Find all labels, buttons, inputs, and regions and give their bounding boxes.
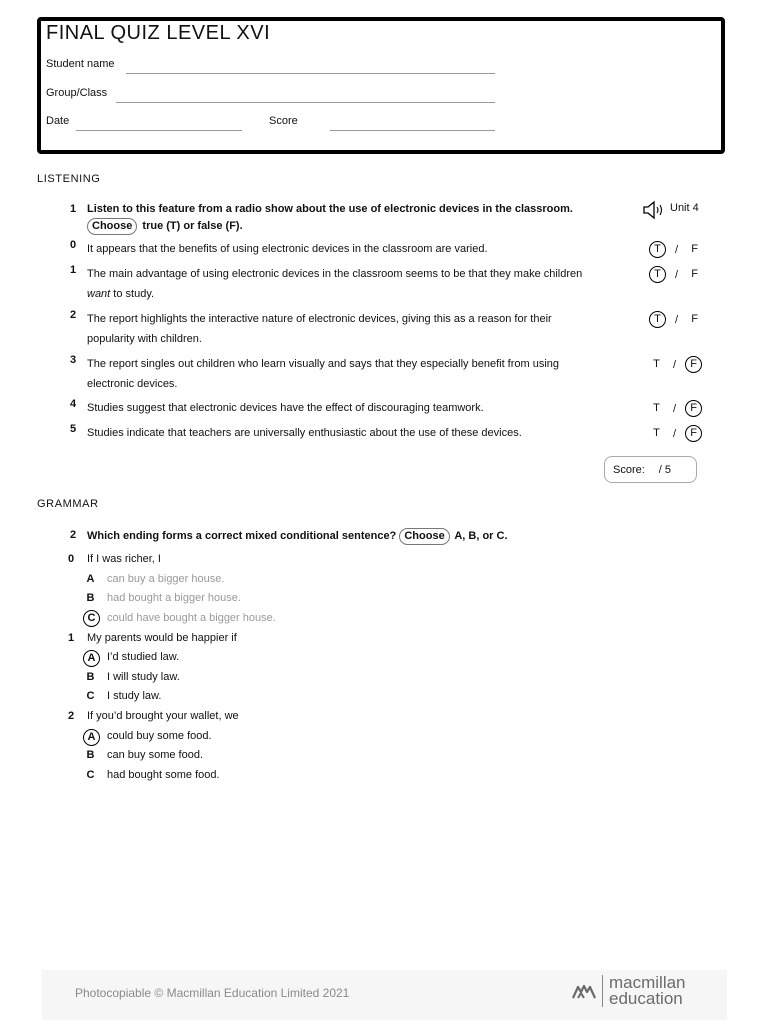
group-class-field[interactable] <box>116 102 495 103</box>
score-box-label: Score: <box>613 463 645 476</box>
listening-instruction-line1: Listen to this feature from a radio show about the use of electronic devices in the classroom. <box>87 203 573 215</box>
option-text: could buy some food. <box>107 730 212 742</box>
option-text: had bought a bigger house. <box>107 592 241 604</box>
option-letter[interactable]: C <box>86 769 95 781</box>
student-name-field[interactable] <box>126 73 495 74</box>
true-false-choice[interactable]: T / F <box>649 425 702 442</box>
listening-item-number: 5 <box>70 423 77 435</box>
option-letter-selected[interactable]: A <box>83 729 100 746</box>
true-option[interactable]: T <box>649 241 666 258</box>
listening-instruction-line2: true (T) or false (F). <box>142 220 243 232</box>
listening-item-text: The report singles out children who learn visually and says that they especially benefit from using electronic devices. <box>87 358 560 390</box>
listening-item-number: 0 <box>70 239 77 251</box>
logo-divider <box>602 975 603 1007</box>
grammar-item-stem: My parents would be happier if <box>87 632 237 644</box>
macmillan-logo <box>572 975 686 1007</box>
grammar-item-stem: If you’d brought your wallet, we <box>87 710 239 722</box>
grammar-item-number: 1 <box>68 632 75 644</box>
option-text: can buy a bigger house. <box>107 573 225 585</box>
option-letter[interactable]: C <box>86 690 95 702</box>
false-option[interactable]: F <box>691 268 698 280</box>
listening-item-text: It appears that the benefits of using electronic devices in the classroom are varied. <box>87 243 488 255</box>
listening-item-number: 3 <box>70 354 77 366</box>
false-option[interactable]: F <box>685 400 702 417</box>
option-letter[interactable]: B <box>86 749 95 761</box>
true-option[interactable]: T <box>653 358 660 370</box>
listening-section-title: LISTENING <box>37 173 101 185</box>
student-name-label: Student name <box>46 58 115 70</box>
grammar-instruction: Which ending forms a correct mixed conditional sentence? Choose A, B, or C. <box>87 528 647 545</box>
listening-item-number: 4 <box>70 398 77 410</box>
group-class-label: Group/Class <box>46 87 108 99</box>
true-option[interactable]: T <box>653 427 660 439</box>
listening-item-text: Studies indicate that teachers are universally enthusiastic about the use of these devices. <box>87 427 522 439</box>
choose-label: Choose <box>87 218 137 235</box>
true-false-choice[interactable]: T / F <box>649 266 702 283</box>
false-option[interactable]: F <box>685 425 702 442</box>
option-letter[interactable]: B <box>86 671 95 683</box>
listening-item-text: The main advantage of using electronic devices in the classroom seems to be that they make children want to study. <box>87 268 583 300</box>
macmillan-logo-icon <box>572 982 596 1000</box>
true-false-choice[interactable]: T / F <box>649 400 702 417</box>
option-text: I’d studied law. <box>107 651 180 663</box>
option-letter[interactable]: A <box>86 573 95 585</box>
option-letter[interactable]: B <box>86 592 95 604</box>
true-option[interactable]: T <box>649 266 666 283</box>
option-text: I study law. <box>107 690 162 702</box>
choose-label: Choose <box>399 528 449 545</box>
listening-instruction <box>87 202 632 235</box>
option-text: had bought some food. <box>107 769 220 781</box>
listening-item-number: 2 <box>70 309 77 321</box>
grammar-question-number: 2 <box>70 529 77 541</box>
listening-item-text: Studies suggest that electronic devices have the effect of discouraging teamwork. <box>87 402 484 414</box>
false-option[interactable]: F <box>691 243 698 255</box>
listening-score-box[interactable] <box>604 456 697 483</box>
option-text: can buy some food. <box>107 749 204 761</box>
listening-item-text: The report highlights the interactive nature of electronic devices, giving this as a reason for their popularity with children. <box>87 313 552 345</box>
false-option[interactable]: F <box>691 313 698 325</box>
true-option[interactable]: T <box>653 402 660 414</box>
brand-name: macmillan education <box>609 973 686 1008</box>
score-field[interactable] <box>330 130 495 131</box>
listening-question-number: 1 <box>70 203 77 215</box>
score-label: Score <box>269 115 298 127</box>
option-letter-selected[interactable]: C <box>83 610 100 627</box>
date-label: Date <box>46 115 70 127</box>
option-text: could have bought a bigger house. <box>107 612 276 624</box>
copyright-text: Photocopiable © Macmillan Education Limited 2021 <box>75 986 350 1000</box>
true-false-choice[interactable]: T / F <box>649 311 702 328</box>
date-field[interactable] <box>76 130 242 131</box>
grammar-item-number: 0 <box>68 553 75 565</box>
true-false-choice[interactable]: T / F <box>649 241 702 258</box>
option-letter-selected[interactable]: A <box>83 650 100 667</box>
option-text: I will study law. <box>107 671 180 683</box>
true-false-choice[interactable]: T / F <box>649 356 702 373</box>
grammar-section-title: GRAMMAR <box>37 498 99 510</box>
true-option[interactable]: T <box>649 311 666 328</box>
score-box-value: / 5 <box>658 463 672 476</box>
grammar-item-number: 2 <box>68 710 75 722</box>
unit-label: Unit 4 <box>670 202 699 214</box>
grammar-item-stem: If I was richer, I <box>87 553 161 565</box>
listening-item-number: 1 <box>70 264 77 276</box>
speaker-icon[interactable] <box>643 200 667 225</box>
quiz-title: FINAL QUIZ LEVEL XVI <box>46 22 271 44</box>
false-option[interactable]: F <box>685 356 702 373</box>
